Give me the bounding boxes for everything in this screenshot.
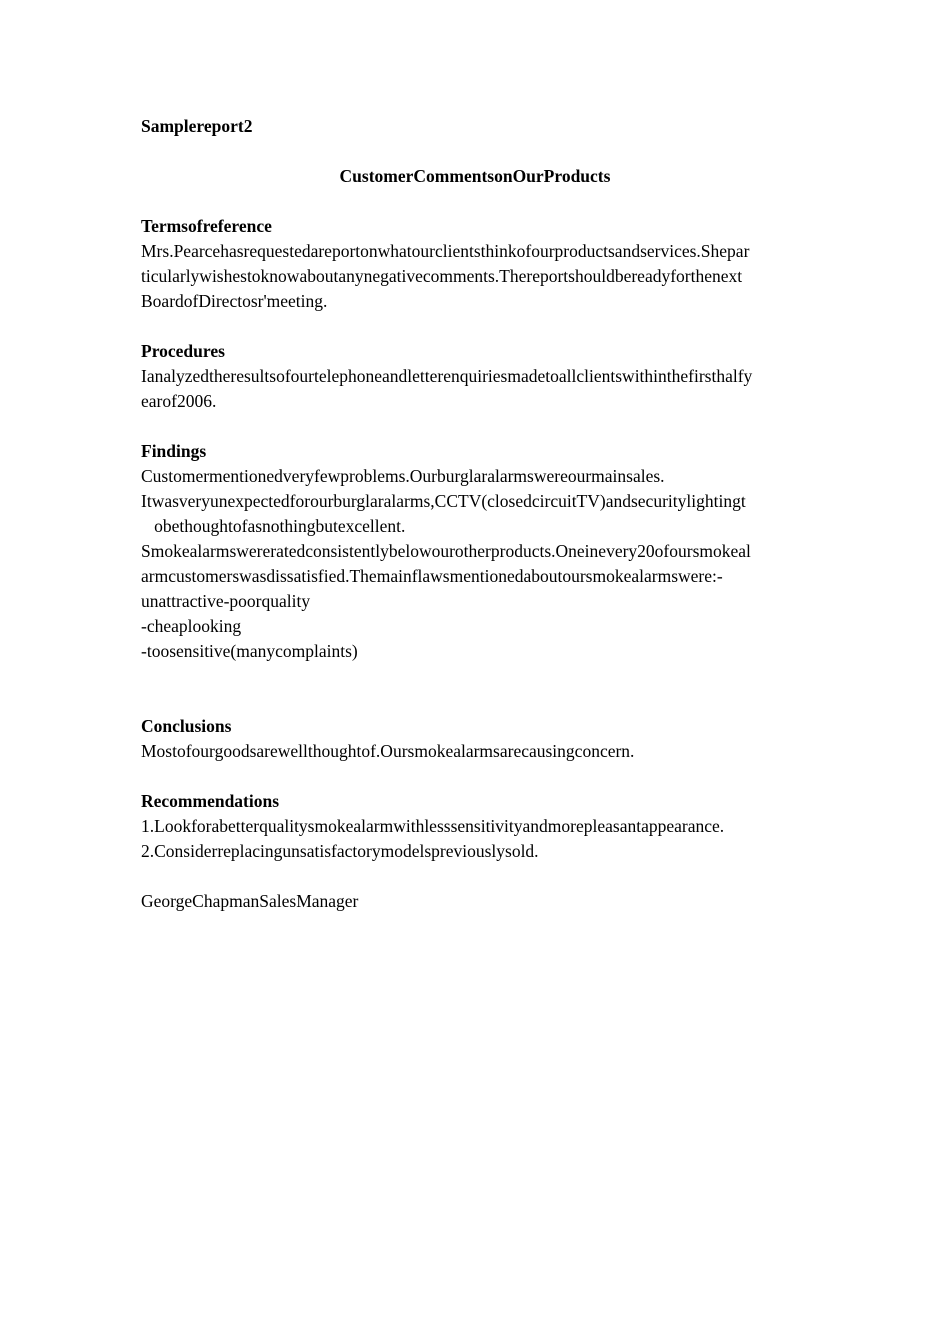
conclusions-section (141, 714, 821, 764)
body-line: obethoughtofasnothingbutexcellent. (141, 516, 406, 536)
signature: GeorgeChapmanSalesManager (141, 891, 359, 911)
section-heading: Findings (141, 441, 207, 461)
body-line: Mrs.Pearcehasrequestedareportonwhatourclientsthinkofourproductsandservices.Shepar (141, 241, 750, 261)
body-line: unattractive-poorquality (141, 591, 311, 611)
body-line: 1.Lookforabetterqualitysmokealarmwithlesssensitivityandmorepleasantappearance. (141, 816, 725, 836)
body-line: Itwasveryunexpectedforourburglaralarms,CCTV(closedcircuitTV)andsecuritylightingt (141, 491, 746, 511)
procedures-section (141, 339, 821, 414)
spacer (141, 764, 821, 789)
report-title: CustomerCommentsonOurProducts (339, 166, 611, 186)
section-heading: Conclusions (141, 716, 232, 736)
body-line: -toosensitive(manycomplaints) (141, 641, 358, 661)
section-heading: Procedures (141, 341, 225, 361)
body-line: Smokealarmswereratedconsistentlybelowourotherproducts.Oneinevery20ofoursmokeal (141, 541, 751, 561)
body-line: armcustomerswasdissatisfied.Themainflawsmentionedaboutoursmokealarmswere:- (141, 566, 723, 586)
body-line: Ianalyzedtheresultsofourtelephoneandletterenquiriesmadetoallclientswithinthefirsthalfy (141, 366, 753, 386)
spacer (141, 189, 821, 214)
body-line: Customermentionedveryfewproblems.Ourburglaralarmswereourmainsales. (141, 466, 665, 486)
terms-of-reference-section (141, 214, 821, 314)
body-line: Mostofourgoodsarewellthoughtof.Oursmokealarmsarecausingconcern. (141, 741, 635, 761)
section-heading: Termsofreference (141, 216, 272, 236)
body-line: ticularlywishestoknowaboutanynegativecomments.Thereportshouldbereadyforthenext (141, 266, 743, 286)
body-line: earof2006. (141, 391, 217, 411)
recommendations-section (141, 789, 821, 864)
findings-section (141, 439, 821, 664)
spacer (141, 139, 821, 164)
spacer (141, 864, 821, 889)
report-label: Samplereport2 (141, 116, 253, 136)
spacer (141, 314, 821, 339)
body-line: BoardofDirectosr'meeting. (141, 291, 328, 311)
spacer (141, 414, 821, 439)
section-heading: Recommendations (141, 791, 280, 811)
body-line: 2.Considerreplacingunsatisfactorymodelspreviouslysold. (141, 841, 539, 861)
report-document (141, 114, 821, 914)
spacer (141, 664, 821, 714)
body-line: -cheaplooking (141, 616, 242, 636)
